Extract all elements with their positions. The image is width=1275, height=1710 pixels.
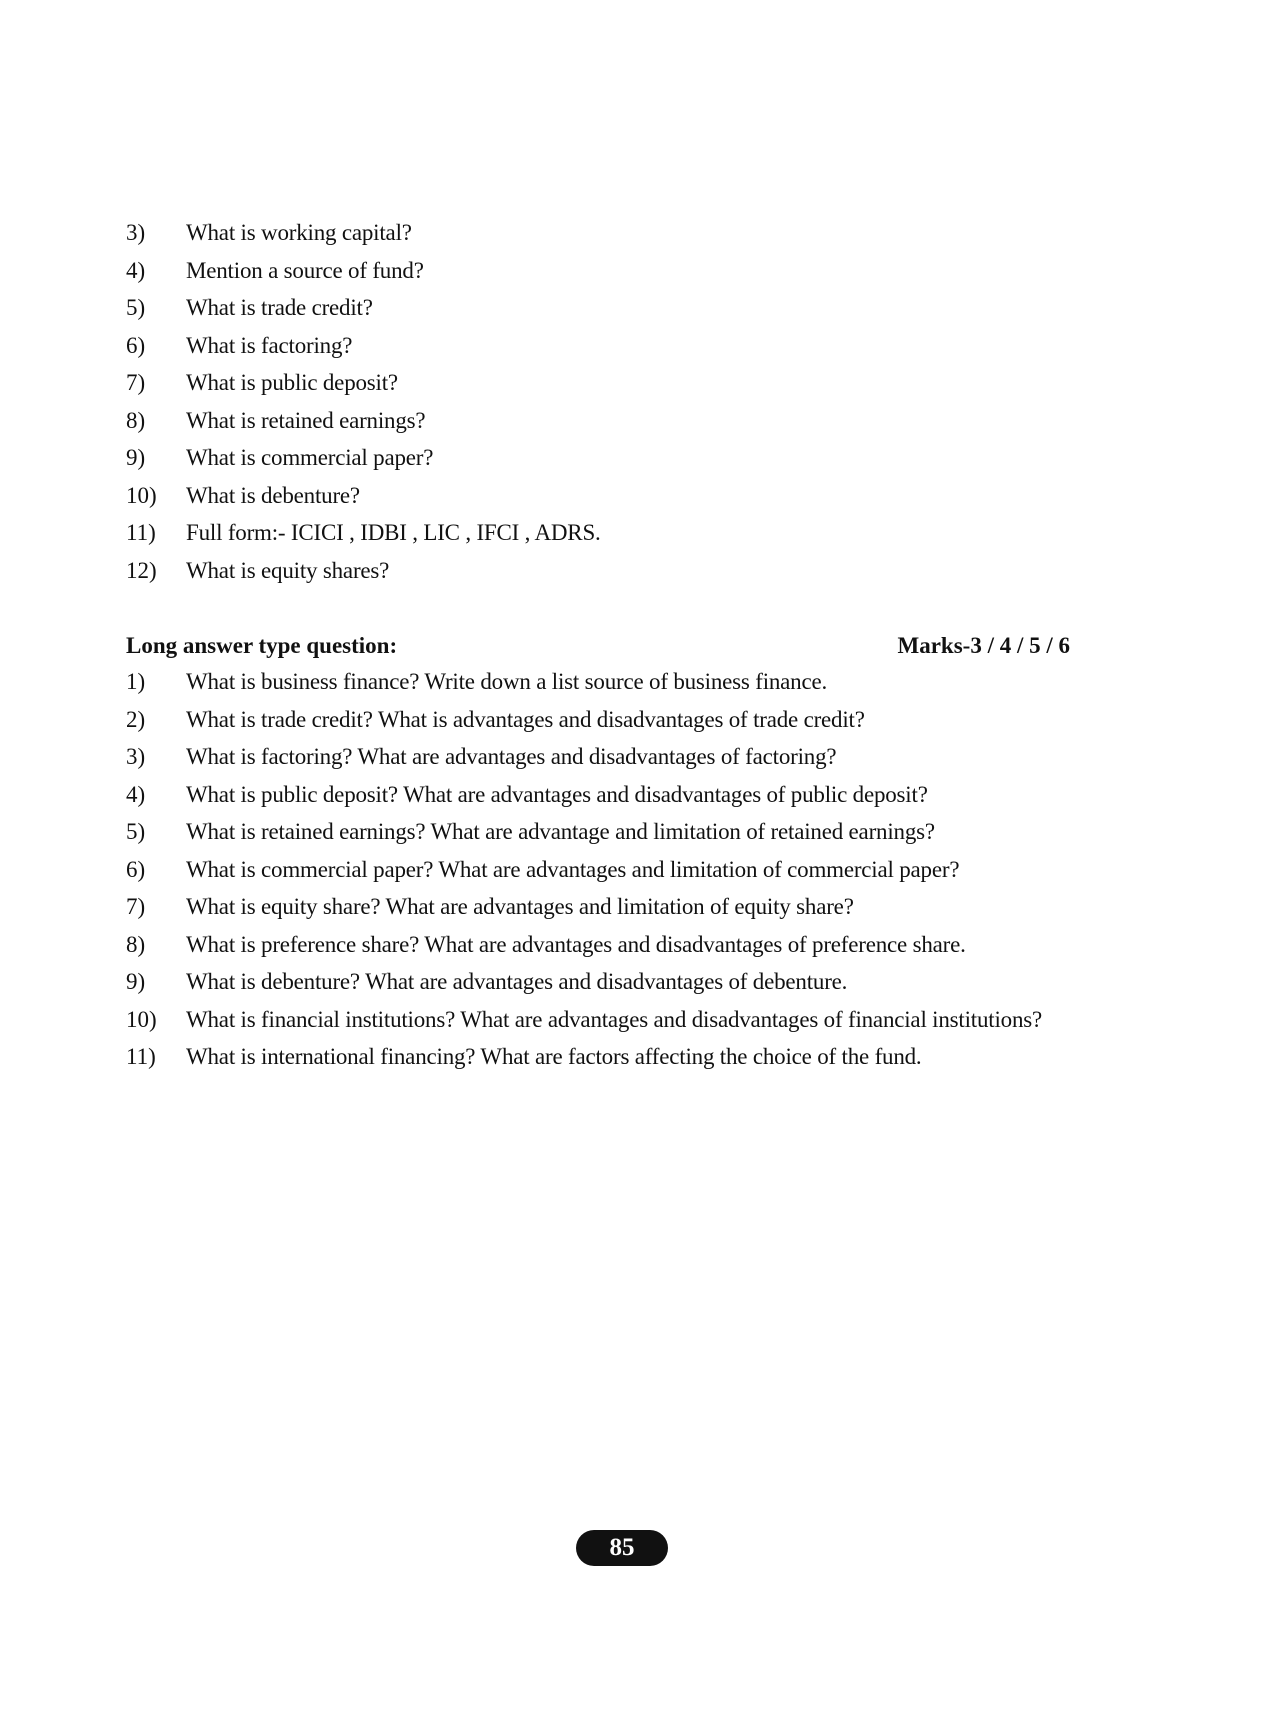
list-item: [126, 364, 601, 402]
item-number: 7): [126, 894, 146, 919]
item-number: 7): [126, 370, 146, 395]
list-item: [126, 813, 1042, 851]
item-number: 3): [126, 744, 146, 769]
item-number: 1): [126, 669, 146, 694]
list-item: [126, 963, 1042, 1001]
item-text: What is retained earnings? What are advantage and limitation of retained earnings?: [186, 819, 935, 844]
list-item: [126, 1038, 1042, 1076]
item-number: 4): [126, 781, 146, 807]
item-text: What is equity shares?: [186, 557, 390, 583]
item-number: 6): [126, 856, 146, 882]
list-item: [126, 701, 1042, 739]
item-number: 12): [126, 557, 157, 583]
item-text: What is debenture?: [186, 482, 360, 508]
item-number: 5): [126, 819, 146, 844]
list-item: [126, 402, 601, 440]
section-heading: Long answer type question:: [126, 633, 398, 658]
item-text: What is debenture? What are advantages and disadvantages of debenture.: [186, 969, 848, 994]
item-text: What is factoring?: [186, 332, 353, 358]
item-text: What is preference share? What are advantages and disadvantages of preference share.: [186, 931, 966, 957]
list-item: [126, 552, 601, 590]
list-item: [126, 888, 1042, 926]
item-text: What is public deposit?: [186, 370, 398, 395]
item-number: 3): [126, 220, 146, 245]
item-number: 8): [126, 931, 146, 957]
item-number: 2): [126, 706, 146, 732]
long-question-list: [126, 663, 1042, 1076]
item-text: Mention a source of fund?: [186, 257, 424, 283]
list-item: [126, 214, 601, 252]
list-item: [126, 252, 601, 290]
item-number: 9): [126, 445, 146, 470]
list-item: [126, 289, 601, 327]
item-number: 5): [126, 295, 146, 320]
item-number: 4): [126, 257, 146, 283]
item-text: What is trade credit?: [186, 295, 373, 320]
item-text: What is international financing? What are factors affecting the choice of the fund.: [186, 1044, 922, 1069]
list-item: [126, 327, 601, 365]
item-text: What is business finance? Write down a list source of business finance.: [186, 669, 828, 694]
list-item: [126, 514, 601, 552]
list-item: [126, 1001, 1042, 1039]
long-answer-section-header: [126, 627, 1070, 664]
list-item: [126, 477, 601, 515]
list-item: [126, 439, 601, 477]
short-question-list: [126, 214, 601, 589]
item-text: What is trade credit? What is advantages and disadvantages of trade credit?: [186, 706, 865, 732]
item-number: 11): [126, 1044, 156, 1069]
list-item: [126, 663, 1042, 701]
list-item: [126, 776, 1042, 814]
item-text: What is commercial paper? What are advantages and limitation of commercial paper?: [186, 856, 960, 882]
item-number: 10): [126, 482, 157, 508]
item-text: What is public deposit? What are advantages and disadvantages of public deposit?: [186, 781, 928, 807]
list-item: [126, 738, 1042, 776]
item-text: What is factoring? What are advantages and disadvantages of factoring?: [186, 744, 837, 769]
item-number: 9): [126, 969, 146, 994]
marks-label: Marks-3 / 4 / 5 / 6: [897, 633, 1070, 658]
item-text: What is commercial paper?: [186, 445, 434, 470]
page-number: 85: [609, 1534, 635, 1561]
page-number-badge: [576, 1530, 668, 1566]
item-text: What is working capital?: [186, 220, 412, 245]
item-text: What is retained earnings?: [186, 407, 426, 433]
item-text: Full form:- ICICI , IDBI , LIC , IFCI , ADRS.: [186, 520, 601, 545]
item-number: 8): [126, 407, 146, 433]
item-number: 11): [126, 520, 156, 545]
list-item: [126, 851, 1042, 889]
item-number: 6): [126, 332, 146, 358]
list-item: [126, 926, 1042, 964]
item-text: What is equity share? What are advantages and limitation of equity share?: [186, 894, 854, 919]
item-number: 10): [126, 1006, 157, 1032]
item-text: What is financial institutions? What are advantages and disadvantages of financial institutions?: [186, 1006, 1043, 1032]
